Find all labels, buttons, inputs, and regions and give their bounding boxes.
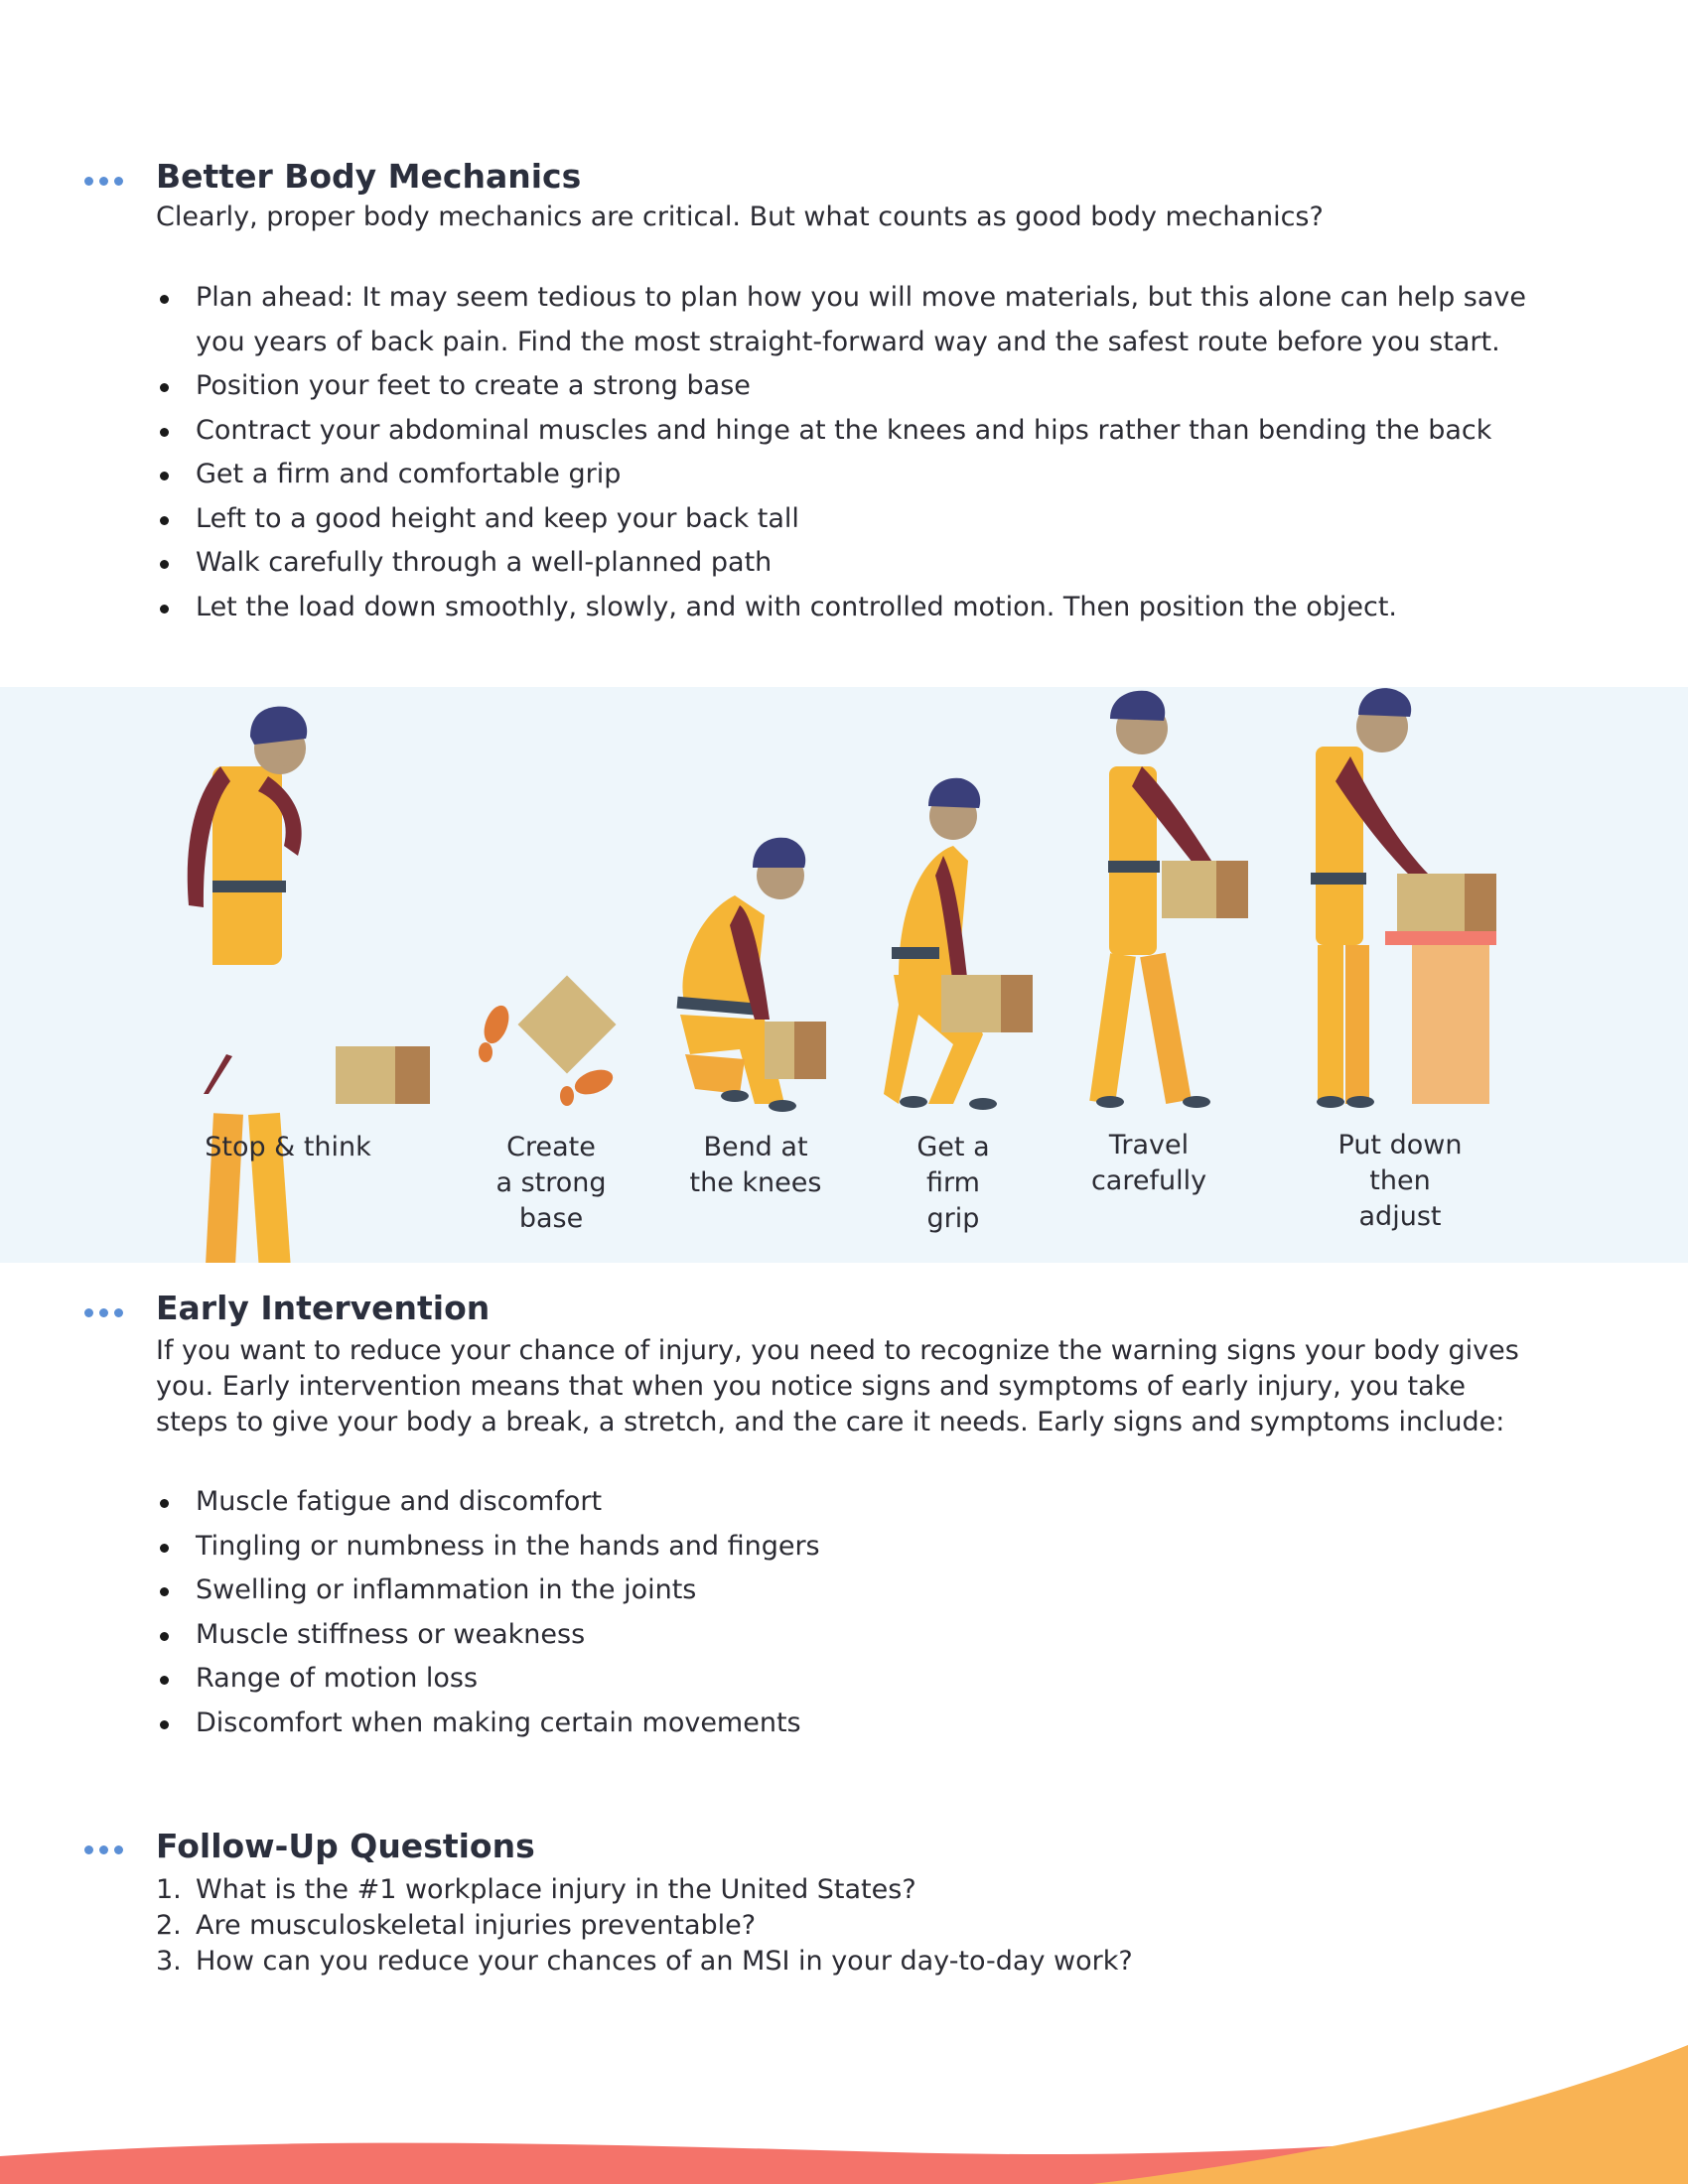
list-item: Left to a good height and keep your back tall <box>156 497 1546 542</box>
feet-and-box-diagram <box>479 976 617 1106</box>
list-item: Plan ahead: It may seem tedious to plan how you will move materials, but this alone can help save you years of back pain. Find the most straight-forward way and the safest route before you start. <box>156 276 1546 364</box>
list-item: Muscle stiffness or weakness <box>156 1613 1546 1658</box>
list-item: 3. How can you reduce your chances of an MSI in your day-to-day work? <box>156 1946 1133 1977</box>
section-marker-icon <box>84 1845 123 1854</box>
list-item: Let the load down smoothly, slowly, and with controlled motion. Then position the object. <box>156 586 1546 630</box>
section-intro: Clearly, proper body mechanics are critical. But what counts as good body mechanics? <box>156 202 1324 232</box>
worker-carrying-figure <box>1089 691 1248 1108</box>
worker-gripping-figure <box>884 778 1033 1110</box>
list-item: Tingling or numbness in the hands and fingers <box>156 1525 1546 1570</box>
caption-put-down: Put down then adjust <box>1337 1130 1463 1232</box>
section-marker-icon <box>84 177 123 186</box>
caption-firm-grip: Get a firm grip <box>916 1132 990 1234</box>
list-item: Range of motion loss <box>156 1657 1546 1702</box>
list-item: Contract your abdominal muscles and hinge at the knees and hips rather than bending the back <box>156 409 1546 454</box>
list-item: Get a firm and comfortable grip <box>156 453 1546 497</box>
box-on-floor <box>336 1046 430 1104</box>
worker-placing-figure <box>1311 688 1496 1108</box>
list-item: Muscle fatigue and discomfort <box>156 1480 1546 1525</box>
caption-bend-knees: Bend at the knees <box>689 1132 822 1198</box>
caption-strong-base: Create a strong base <box>495 1132 607 1234</box>
list-item: Position your feet to create a strong base <box>156 364 1546 409</box>
list-item: Swelling or inflammation in the joints <box>156 1569 1546 1613</box>
section-title-early-intervention: Early Intervention <box>156 1289 491 1327</box>
section-intro: If you want to reduce your chance of injury, you need to recognize the warning signs your body gives you. Early intervention means that when you notice signs and symptoms of early injury, you take steps to give your body a break, a stretch, and the care it needs. Early signs and symptoms include: <box>156 1335 1519 1437</box>
list-item: Discomfort when making certain movements <box>156 1702 1546 1746</box>
list-item: 1. What is the #1 workplace injury in the United States? <box>156 1874 916 1905</box>
body-mechanics-list <box>156 276 1546 629</box>
list-item: 2. Are musculoskeletal injuries preventable? <box>156 1910 757 1941</box>
list-item: Walk carefully through a well-planned path <box>156 541 1546 586</box>
symptoms-list <box>156 1480 1546 1745</box>
section-marker-icon <box>84 1308 123 1317</box>
section-title-follow-up: Follow-Up Questions <box>156 1827 535 1865</box>
worker-squatting-figure <box>677 838 826 1112</box>
footer-wave-decoration <box>0 2045 1688 2184</box>
follow-up-questions-list <box>156 1872 1133 1979</box>
worker-thinking-figure <box>188 707 307 1263</box>
caption-stop-think: Stop & think <box>205 1132 371 1162</box>
section-title-body-mechanics: Better Body Mechanics <box>156 157 582 196</box>
caption-travel: Travel carefully <box>1090 1130 1207 1196</box>
